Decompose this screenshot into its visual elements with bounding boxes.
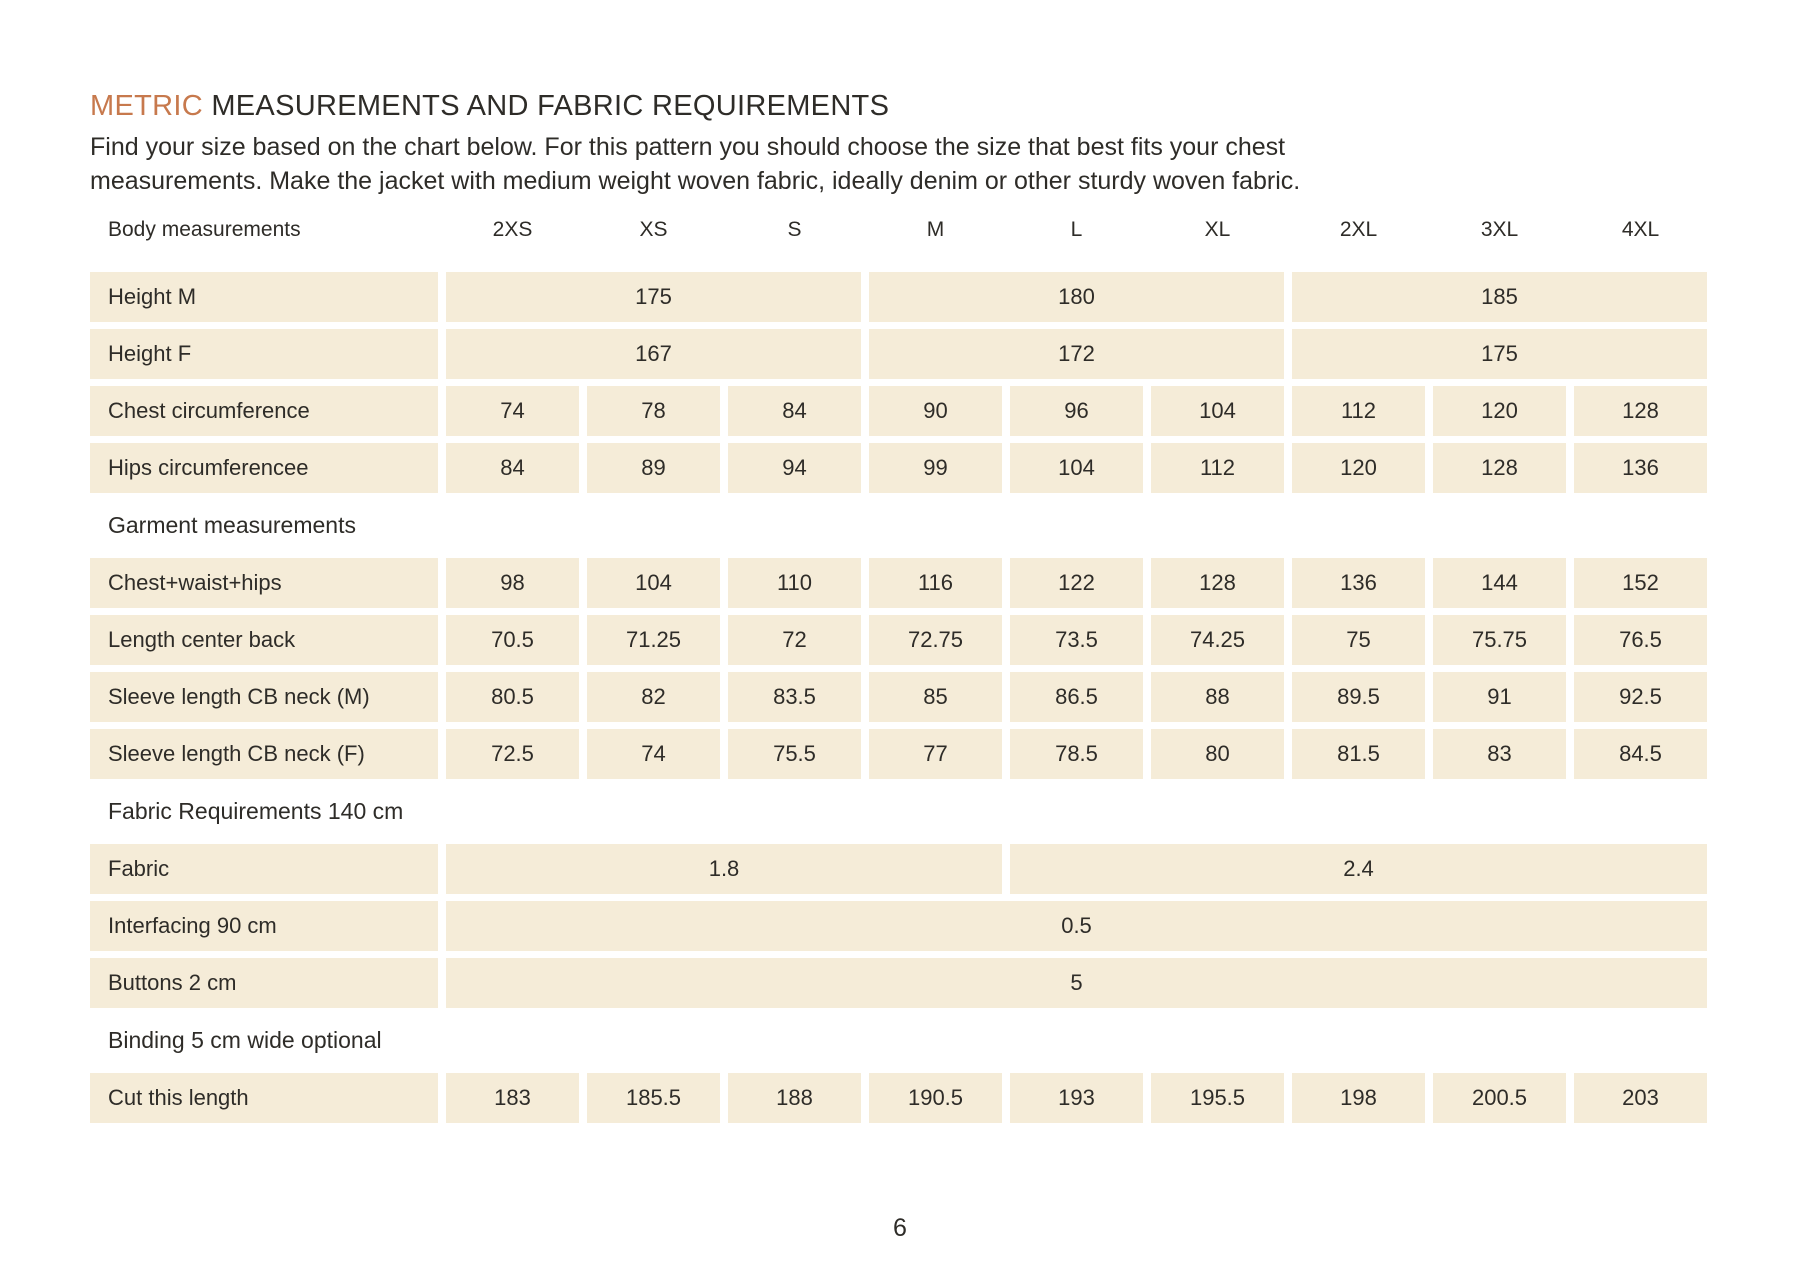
row-label-cell: Sleeve length CB neck (M): [90, 672, 438, 722]
value-cell: 89.5: [1292, 672, 1425, 722]
value-cell: 85: [869, 672, 1002, 722]
value-cell: 75: [1292, 615, 1425, 665]
table-row: [90, 901, 1707, 951]
value-cell: 185.5: [587, 1073, 720, 1123]
value-cell: 183: [446, 1073, 579, 1123]
title-rest: MEASUREMENTS AND FABRIC REQUIREMENTS: [211, 90, 890, 122]
section-label: Fabric Requirements 140 cm: [108, 798, 404, 824]
value-cell: 180: [869, 272, 1284, 322]
row-label-cell: Sleeve length CB neck (F): [90, 729, 438, 779]
table-row: [90, 958, 1707, 1008]
size-header-cell: L: [1070, 218, 1083, 241]
value-cell: 203: [1574, 1073, 1707, 1123]
table-row: [90, 672, 1707, 722]
value-cell: 72: [728, 615, 861, 665]
row-label-cell: Buttons 2 cm: [90, 958, 438, 1008]
intro-paragraph: [90, 130, 1710, 198]
value-cell: 128: [1574, 386, 1707, 436]
row-label-cell: Hips circumferencee: [90, 443, 438, 493]
value-cell: 81.5: [1292, 729, 1425, 779]
table-row: [90, 1073, 1707, 1123]
value-cell: 136: [1574, 443, 1707, 493]
value-cell: 74: [446, 386, 579, 436]
value-cell: 104: [587, 558, 720, 608]
value-cell: 190.5: [869, 1073, 1002, 1123]
value-cell: 185: [1292, 272, 1707, 322]
value-cell: 5: [446, 958, 1707, 1008]
row-label-cell: Chest+waist+hips: [90, 558, 438, 608]
value-cell: 195.5: [1151, 1073, 1284, 1123]
value-cell: 128: [1151, 558, 1284, 608]
value-cell: 83: [1433, 729, 1566, 779]
value-cell: 89: [587, 443, 720, 493]
header-label-cell: Body measurements: [108, 218, 301, 241]
value-cell: 90: [869, 386, 1002, 436]
value-cell: 198: [1292, 1073, 1425, 1123]
row-label-cell: Height F: [90, 329, 438, 379]
value-cell: 99: [869, 443, 1002, 493]
value-cell: 110: [728, 558, 861, 608]
value-cell: 116: [869, 558, 1002, 608]
value-cell: 175: [446, 272, 861, 322]
value-cell: 77: [869, 729, 1002, 779]
value-cell: 78: [587, 386, 720, 436]
title-accent: METRIC: [90, 90, 203, 122]
size-header-cell: 2XS: [492, 218, 533, 241]
row-label-cell: Chest circumference: [90, 386, 438, 436]
table-header-row: [90, 210, 1707, 250]
value-cell: 200.5: [1433, 1073, 1566, 1123]
section-label: Binding 5 cm wide optional: [108, 1027, 382, 1053]
table-row: [90, 844, 1707, 894]
value-cell: 73.5: [1010, 615, 1143, 665]
page-title: [90, 90, 1710, 122]
table-row: [90, 272, 1707, 322]
value-cell: 86.5: [1010, 672, 1143, 722]
size-chart-table: [90, 210, 1707, 1123]
row-label-cell: Cut this length: [90, 1073, 438, 1123]
value-cell: 167: [446, 329, 861, 379]
table-row: [90, 386, 1707, 436]
row-label-cell: Interfacing 90 cm: [90, 901, 438, 951]
value-cell: 75.75: [1433, 615, 1566, 665]
value-cell: 74: [587, 729, 720, 779]
value-cell: 83.5: [728, 672, 861, 722]
value-cell: 104: [1151, 386, 1284, 436]
value-cell: 92.5: [1574, 672, 1707, 722]
value-cell: 88: [1151, 672, 1284, 722]
size-header-cell: M: [926, 218, 945, 241]
value-cell: 72.5: [446, 729, 579, 779]
value-cell: 112: [1151, 443, 1284, 493]
value-cell: 120: [1292, 443, 1425, 493]
value-cell: 120: [1433, 386, 1566, 436]
size-header-cell: 3XL: [1480, 218, 1519, 241]
value-cell: 128: [1433, 443, 1566, 493]
value-cell: 94: [728, 443, 861, 493]
value-cell: 104: [1010, 443, 1143, 493]
value-cell: 193: [1010, 1073, 1143, 1123]
value-cell: 136: [1292, 558, 1425, 608]
section-label: Garment measurements: [108, 512, 356, 538]
value-cell: 84: [728, 386, 861, 436]
size-header-cell: 2XL: [1339, 218, 1378, 241]
value-cell: 75.5: [728, 729, 861, 779]
value-cell: 84.5: [1574, 729, 1707, 779]
row-label-cell: Fabric: [90, 844, 438, 894]
value-cell: 98: [446, 558, 579, 608]
value-cell: 2.4: [1010, 844, 1707, 894]
value-cell: 78.5: [1010, 729, 1143, 779]
value-cell: 144: [1433, 558, 1566, 608]
value-cell: 72.75: [869, 615, 1002, 665]
row-label-cell: Length center back: [90, 615, 438, 665]
size-header-cell: S: [787, 218, 802, 241]
size-header-cell: XL: [1204, 218, 1231, 241]
intro-line: Find your size based on the chart below. For this pattern you should choose the size that best fits your chest: [90, 133, 1286, 161]
value-cell: 76.5: [1574, 615, 1707, 665]
row-label-cell: Height M: [90, 272, 438, 322]
page-number: 6: [893, 1214, 907, 1242]
value-cell: 70.5: [446, 615, 579, 665]
table-row: [90, 329, 1707, 379]
table-row: [90, 615, 1707, 665]
value-cell: 91: [1433, 672, 1566, 722]
value-cell: 0.5: [446, 901, 1707, 951]
value-cell: 84: [446, 443, 579, 493]
value-cell: 1.8: [446, 844, 1002, 894]
value-cell: 112: [1292, 386, 1425, 436]
value-cell: 175: [1292, 329, 1707, 379]
size-header-cell: XS: [639, 218, 668, 241]
value-cell: 80.5: [446, 672, 579, 722]
value-cell: 188: [728, 1073, 861, 1123]
table-row: [90, 443, 1707, 493]
table-row: [90, 729, 1707, 779]
value-cell: 80: [1151, 729, 1284, 779]
value-cell: 172: [869, 329, 1284, 379]
value-cell: 82: [587, 672, 720, 722]
value-cell: 96: [1010, 386, 1143, 436]
table-row: [90, 558, 1707, 608]
value-cell: 71.25: [587, 615, 720, 665]
intro-line: measurements. Make the jacket with medium weight woven fabric, ideally denim or other sturdy woven fabric.: [90, 167, 1301, 195]
size-header-cell: 4XL: [1621, 218, 1660, 241]
value-cell: 74.25: [1151, 615, 1284, 665]
value-cell: 122: [1010, 558, 1143, 608]
value-cell: 152: [1574, 558, 1707, 608]
